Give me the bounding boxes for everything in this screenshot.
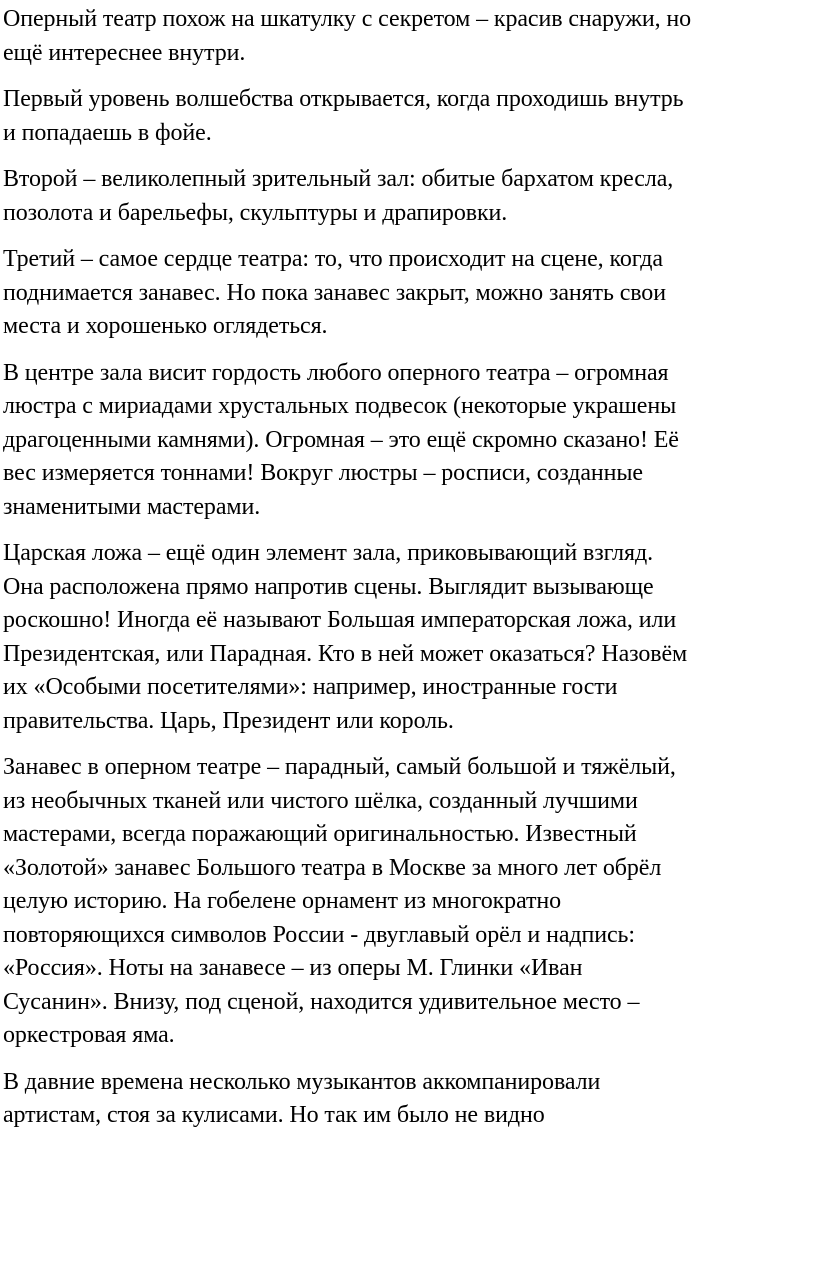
text-line: позолота и барельефы, скульптуры и драпировки. xyxy=(3,199,508,226)
text-line: Второй – великолепный зрительный зал: обитые бархатом кресла, xyxy=(3,166,674,192)
text-line: из необычных тканей или чистого шёлка, созданный лучшими xyxy=(3,787,638,814)
paragraph-musicians xyxy=(3,1066,816,1133)
paragraph-first-level xyxy=(3,83,816,150)
text-line: их «Особыми посетителями»: например, иностранные гости xyxy=(3,674,618,700)
text-line: места и хорошенько оглядеться. xyxy=(3,313,328,339)
text-line: люстра с мириадами хрустальных подвесок (некоторые украшены xyxy=(3,393,677,419)
paragraph-intro xyxy=(3,3,816,70)
text-line: вес измеряется тоннами! Вокруг люстры – росписи, созданные xyxy=(3,460,643,486)
text-line: ещё интереснее внутри. xyxy=(3,39,246,66)
text-line: правительства. Царь, Президент или король. xyxy=(3,707,454,734)
paragraph-third-level xyxy=(3,243,816,344)
text-line: Третий – самое сердце театра: то, что происходит на сцене, когда xyxy=(3,246,663,272)
text-line: В давние времена несколько музыкантов аккомпанировали xyxy=(3,1068,601,1095)
text-line: Царская ложа – ещё один элемент зала, приковывающий взгляд. xyxy=(3,540,653,566)
text-line: оркестровая яма. xyxy=(3,1022,175,1048)
paragraph-royal-box xyxy=(3,537,816,738)
text-line: «Золотой» занавес Большого театра в Москве за много лет обрёл xyxy=(3,854,662,881)
paragraph-second-level xyxy=(3,163,816,230)
paragraph-curtain xyxy=(3,751,816,1053)
text-line: В центре зала висит гордость любого оперного театра – огромная xyxy=(3,359,669,386)
text-line: артистам, стоя за кулисами. Но так им было не видно xyxy=(3,1102,545,1128)
text-line: Первый уровень волшебства открывается, когда проходишь внутрь xyxy=(3,86,684,112)
text-line: поднимается занавес. Но пока занавес закрыт, можно занять свои xyxy=(3,279,666,306)
text-line: Сусанин». Внизу, под сценой, находится удивительное место – xyxy=(3,988,640,1015)
text-line: знаменитыми мастерами. xyxy=(3,493,261,520)
text-line: целую историю. На гобелене орнамент из многократно xyxy=(3,888,562,914)
text-line: и попадаешь в фойе. xyxy=(3,119,212,146)
text-line: мастерами, всегда поражающий оригинальностью. Известный xyxy=(3,821,637,847)
text-line: Оперный театр похож на шкатулку с секретом – красив снаружи, но xyxy=(3,6,692,32)
text-line: повторяющихся символов России - двуглавый орёл и надпись: xyxy=(3,921,635,948)
text-line: «Россия». Ноты на занавесе – из оперы М. Глинки «Иван xyxy=(3,955,583,981)
text-line: Занавес в оперном театре – парадный, самый большой и тяжёлый, xyxy=(3,754,676,780)
text-line: Президентская, или Парадная. Кто в ней может оказаться? Назовём xyxy=(3,640,688,667)
text-line: драгоценными камнями). Огромная – это ещё скромно сказано! Её xyxy=(3,426,679,453)
paragraph-chandelier xyxy=(3,357,816,525)
text-line: Она расположена прямо напротив сцены. Выглядит вызывающе xyxy=(3,573,654,600)
text-line: роскошно! Иногда её называют Большая императорская ложа, или xyxy=(3,607,677,633)
